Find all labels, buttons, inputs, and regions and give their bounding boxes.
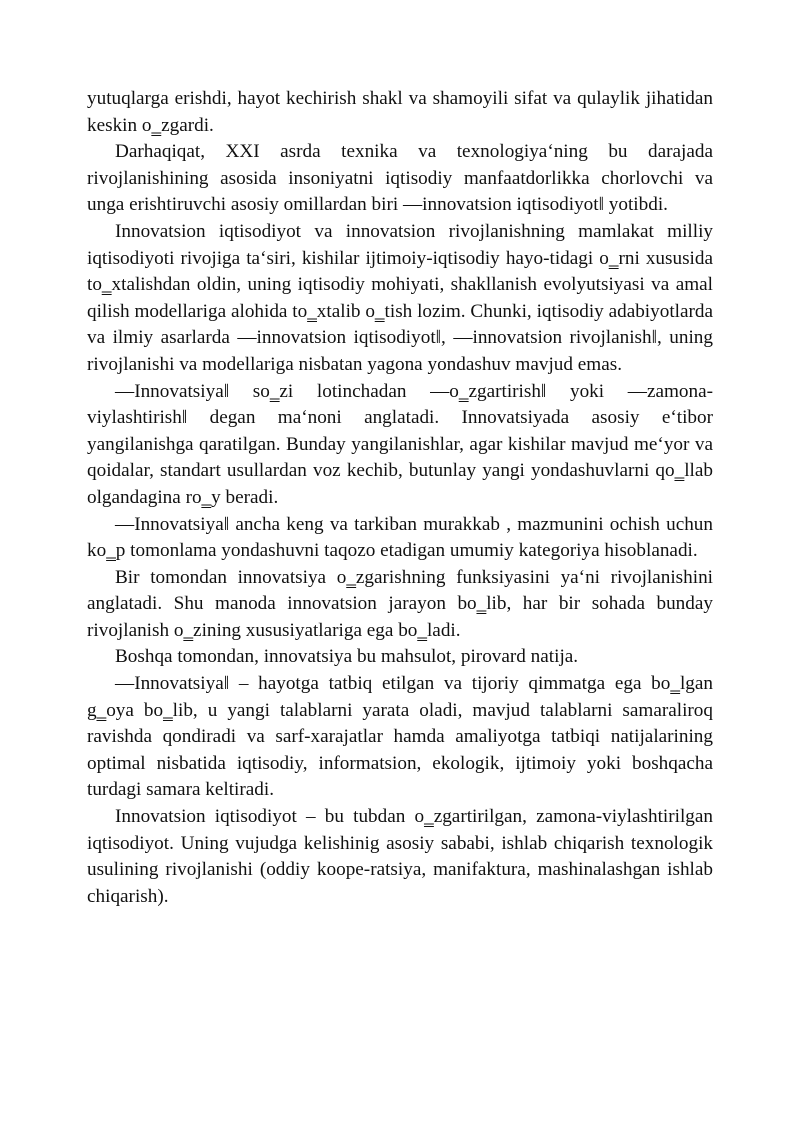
paragraph: Innovatsion iqtisodiyot va innovatsion rivojlanishning mamlakat milliy iqtisodiyoti rivojiga ta‘siri, kishilar ijtimoiy-iqtisodiy hayo-tidagi o‗rni xususida to‗xtalishdan oldin, uning iqtisodiy mohiyati, shakllanish evolyutsiyasi va amal qilish modellariga alohida to‗xtalib o‗tish lozim. Chunki, iqtisodiy adabiyotlarda va ilmiy asarlarda ―innovatsion iqtisodiyot‖, ―innovatsion rivojlanish‖, uning rivojlanishi va modellariga nisbatan yagona yondashuv mavjud emas. [87, 220, 713, 375]
paragraph: ―Innovatsiya‖ ancha keng va tarkiban murakkab , mazmunini ochish uchun ko‗p tomonlama yondashuvni taqozo etadigan umumiy kategoriya hisoblanadi. [87, 513, 713, 562]
paragraph: Boshqa tomondan, innovatsiya bu mahsulot, pirovard natija. [115, 646, 579, 668]
document-page [87, 86, 713, 910]
paragraph: ―Innovatsiya‖ so‗zi lotinchadan ―o‗zgartirish‖ yoki ―zamona-viylashtirish‖ degan ma‘noni anglatadi. Innovatsiyada asosiy e‘tibor yangilanishga qaratilgan. Bunday yangilanishlar, agar kishilar mavjud me‘yor va qoidalar, standart usullardan voz kechib, butunlay yangi yondashuvlarni qo‗llab olgandagina ro‗y beradi. [87, 380, 713, 508]
paragraph: yutuqlarga erishdi, hayot kechirish shakl va shamoyili sifat va qulaylik jihatidan keskin o‗zgardi. [87, 88, 713, 136]
paragraph: Bir tomondan innovatsiya o‗zgarishning funksiyasini ya‘ni rivojlanishini anglatadi. Shu manoda innovatsion jarayon bo‗lib, har bir sohada bunday rivojlanish o‗zining xususiyatlariga ega bo‗ladi. [87, 566, 713, 641]
paragraph: Innovatsion iqtisodiyot – bu tubdan o‗zgartirilgan, zamona-viylashtirilgan iqtisodiyot. Uning vujudga kelishinig asosiy sababi, ishlab chiqarish texnologik usulining rivojlanishi (oddiy koope-ratsiya, manifaktura, mashinalashgan ishlab chiqarish). [87, 806, 713, 907]
paragraph: ―Innovatsiya‖ – hayotga tatbiq etilgan va tijoriy qimmatga ega bo‗lgan g‗oya bo‗lib, u yangi talablarni yarata oladi, mavjud talablarni samaraliroq ravishda qondiradi va sarf-xarajatlar hamda amaliyotga tatbiqi natijalarining optimal nisbatida iqtisodiy, informatsion, ekologik, ijtimoiy yoki boshqacha turdagi samara keltiradi. [87, 673, 713, 801]
paragraph: Darhaqiqat, XXI asrda texnika va texnologiya‘ning bu darajada rivojlanishining asosida insoniyatni iqtisodiy manfaatdorlikka chorlovchi va unga erishtiruvchi asosiy omillardan biri ―innovatsion iqtisodiyot‖ yotibdi. [87, 141, 713, 216]
